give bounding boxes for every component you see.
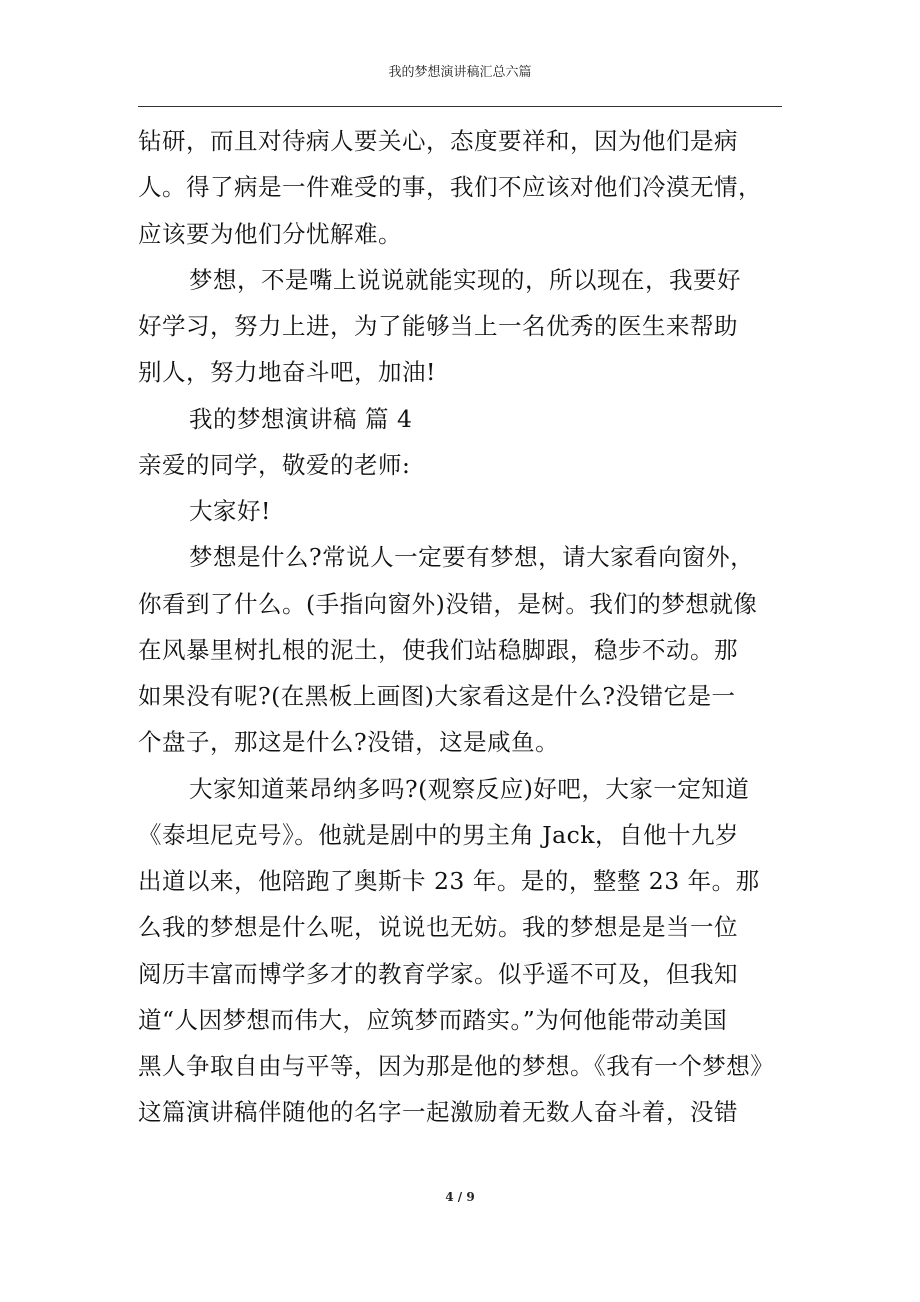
text-line: 么我的梦想是什么呢，说说也无妨。我的梦想是是当一位 (138, 913, 738, 942)
document-header-title: 我的梦想演讲稿汇总六篇 (388, 65, 532, 80)
text-line: 好学习，努力上进，为了能够当上一名优秀的医生来帮助 (138, 312, 738, 340)
salutation-line: 亲爱的同学，敬爱的老师: (138, 450, 411, 479)
text-line: 人。得了病是一件难受的事，我们不应该对他们冷漠无情， (138, 173, 762, 202)
text-line: 黑人争取自由与平等，因为那是他的梦想。《我有一个梦想》 (138, 1052, 775, 1080)
text-line: 阅历丰富而博学多才的教育学家。似乎遥不可及，但我知 (138, 959, 738, 988)
text-line: 这篇演讲稿伴随他的名字一起激励着无数人奋斗着，没错 (138, 1098, 738, 1127)
text-line: 别人，努力地奋斗吧，加油! (138, 358, 436, 387)
text-line: 个盘子，那这是什么?没错，这是咸鱼。 (138, 728, 560, 757)
text-line: 你看到了什么。(手指向窗外)没错，是树。我们的梦想就像 (138, 589, 758, 618)
text-line: 在风暴里树扎根的泥土，使我们站稳脚跟，稳步不动。那 (138, 635, 738, 664)
document-body (138, 118, 788, 1136)
header-divider (138, 106, 782, 107)
paragraph-start-line: 梦想，不是嘴上说说就能实现的，所以现在，我要好 (189, 265, 741, 294)
text-line: 如果没有呢?(在黑板上画图)大家看这是什么?没错它是一 (138, 682, 736, 710)
page-number: 4 / 9 (445, 1190, 475, 1204)
text-line: 出道以来，他陪跑了奥斯卡 23 年。是的，整整 23 年。那 (138, 867, 760, 895)
paragraph-start-line: 大家知道莱昂纳多吗?(观察反应)好吧，大家一定知道 (189, 774, 750, 803)
text-line: 钻研，而且对待病人要关心，态度要祥和，因为他们是病 (138, 127, 738, 155)
section-heading: 我的梦想演讲稿 篇 4 (189, 404, 413, 433)
greeting-line: 大家好! (189, 497, 271, 525)
paragraph-start-line: 梦想是什么?常说人一定要有梦想，请大家看向窗外， (189, 543, 755, 572)
text-line: 道“人因梦想而伟大，应筑梦而踏实。”为何他能带动美国 (138, 1005, 728, 1034)
text-line: 应该要为他们分忧解难。 (138, 219, 402, 248)
text-line: 《泰坦尼克号》。他就是剧中的男主角 Jack，自他十九岁 (138, 820, 740, 849)
